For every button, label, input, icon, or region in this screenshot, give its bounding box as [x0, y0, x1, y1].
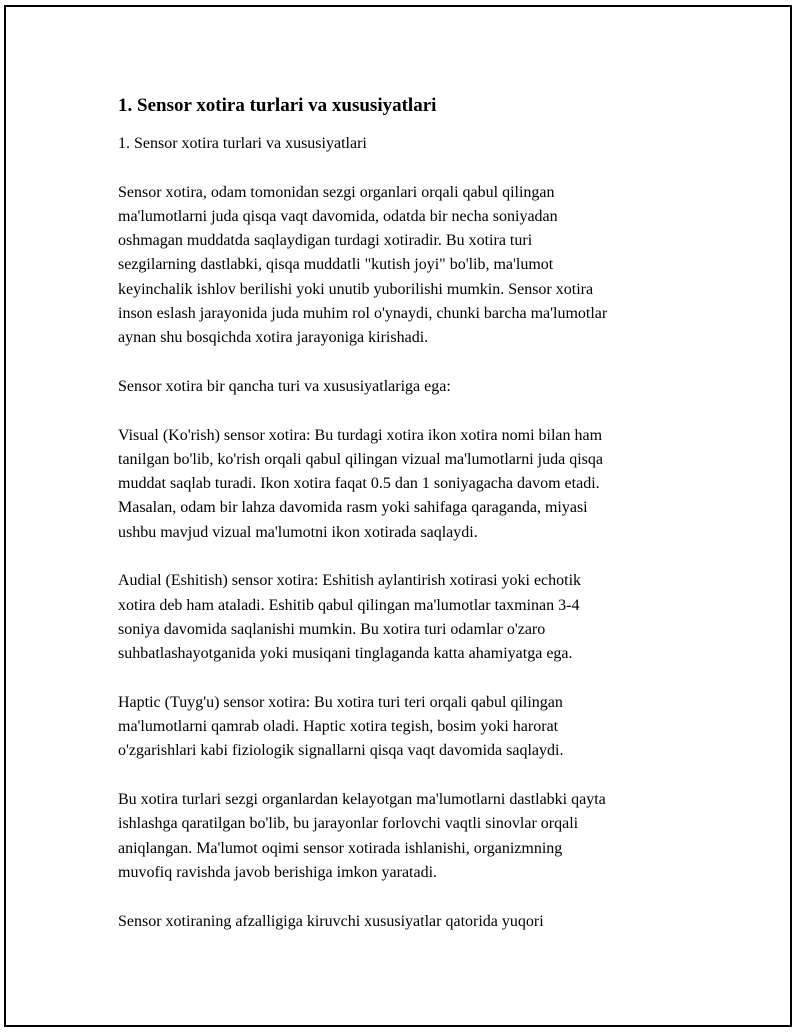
text-line: xotira deb ham ataladi. Eshitib qabul qilingan ma'lumotlar taxminan 3-4: [118, 596, 580, 614]
text-line: muddat saqlab turadi. Ikon xotira faqat 0.5 dan 1 soniyagacha davom etadi.: [118, 475, 600, 493]
text-line: Haptic (Tuyg'u) sensor xotira: Bu xotira turi teri orqali qabul qilingan: [118, 693, 563, 711]
paragraph-audial: [118, 569, 698, 666]
document-title: 1. Sensor xotira turlari va xususiyatlari: [118, 95, 437, 116]
text-line: Masalan, odam bir lahza davomida rasm yoki sahifaga qaraganda, miyasi: [118, 499, 588, 517]
paragraph-intro: [118, 181, 698, 351]
paragraph-types-intro: [118, 375, 698, 399]
text-line: Sensor xotira bir qancha turi va xususiyatlariga ega:: [118, 377, 451, 395]
text-line: suhbatlashayotganida yoki musiqani tinglaganda katta ahamiyatga ega.: [118, 645, 573, 663]
text-line: aynan shu bosqichda xotira jarayoniga kirishadi.: [118, 329, 429, 347]
text-line: Visual (Ko'rish) sensor xotira: Bu turdagi xotira ikon xotira nomi bilan ham: [118, 426, 603, 444]
text-line: Audial (Eshitish) sensor xotira: Eshitish aylantirish xotirasi yoki echotik: [118, 572, 582, 590]
text-line: aniqlangan. Ma'lumot oqimi sensor xotirada ishlanishi, organizmning: [118, 839, 563, 857]
text-line: Sensor xotiraning afzalligiga kiruvchi xususiyatlar qatorida yuqori: [118, 912, 544, 930]
text-line: ma'lumotlarni qamrab oladi. Haptic xotira tegish, bosim yoki harorat: [118, 718, 559, 736]
text-line: o'zgarishlari kabi fiziologik signallarni qisqa vaqt davomida saqlaydi.: [118, 742, 564, 760]
paragraph-haptic: [118, 691, 698, 764]
text-line: soniya davomida saqlanishi mumkin. Bu xotira turi odamlar o'zaro: [118, 620, 546, 638]
text-line: ma'lumotlarni juda qisqa vaqt davomida, odatda bir necha soniyadan: [118, 207, 558, 225]
paragraph-advantages: [118, 910, 698, 934]
section-heading: 1. Sensor xotira turlari va xususiyatlari: [118, 135, 367, 152]
text-line: muvofiq ravishda javob berishiga imkon yaratadi.: [118, 863, 438, 881]
text-line: oshmagan muddatda saqlaydigan turdagi xotiradir. Bu xotira turi: [118, 232, 533, 250]
paragraph-summary: [118, 788, 698, 885]
text-line: Sensor xotira, odam tomonidan sezgi organlari orqali qabul qilingan: [118, 183, 555, 201]
text-line: keyinchalik ishlov berilishi yoki unutib yuborilishi mumkin. Sensor xotira: [118, 280, 594, 298]
document-body: [118, 92, 698, 958]
text-line: ushbu mavjud vizual ma'lumotni ikon xotirada saqlaydi.: [118, 523, 478, 541]
text-line: tanilgan bo'lib, ko'rish orqali qabul qilingan vizual ma'lumotlarni juda qisqa: [118, 450, 603, 468]
text-line: Bu xotira turlari sezgi organlardan kelayotgan ma'lumotlarni dastlabki qayta: [118, 791, 606, 809]
text-line: inson eslash jarayonida juda muhim rol o'ynaydi, chunki barcha ma'lumotlar: [118, 305, 608, 323]
text-line: ishlashga qaratilgan bo'lib, bu jarayonlar forlovchi vaqtli sinovlar orqali: [118, 815, 579, 833]
paragraph-visual: [118, 424, 698, 545]
text-line: sezgilarning dastlabki, qisqa muddatli "kutish joyi" bo'lib, ma'lumot: [118, 256, 554, 274]
